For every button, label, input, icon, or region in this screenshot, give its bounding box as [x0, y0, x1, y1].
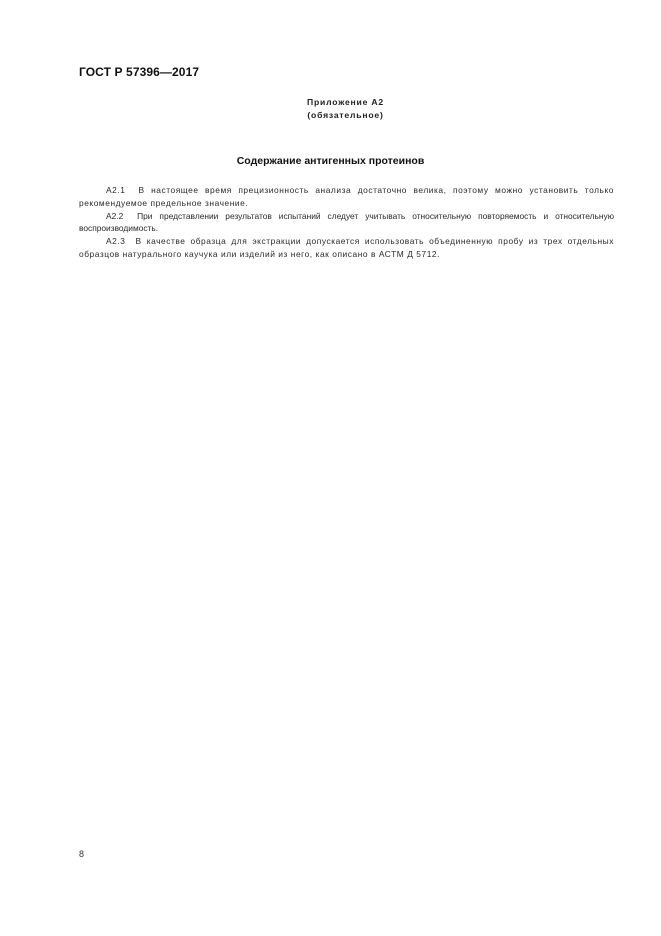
appendix-heading: [0, 96, 661, 122]
page-number: 8: [79, 849, 85, 859]
appendix-status: (обязательное): [307, 110, 384, 120]
paragraph-text: В качестве образца для экстракции допускается использовать объединенную пробу из трех отдельных образцов натурального каучука или изделий из него, как описано в АСТМ Д 5712.: [79, 236, 614, 259]
paragraph-a2-2: [79, 210, 614, 236]
body-text: [79, 184, 614, 261]
paragraph-number: А2.1: [106, 185, 126, 195]
appendix-label: Приложение А2: [307, 97, 384, 107]
section-title: Содержание антигенных протеинов: [236, 155, 425, 167]
paragraph-number: А2.3: [106, 236, 126, 247]
paragraph-a2-1: [79, 184, 614, 210]
paragraph-text: В настоящее время прецизионность анализа достаточно велика, поэтому можно установить только рекомендуемое предельное значение.: [79, 185, 614, 208]
paragraph-a2-3: [79, 235, 614, 261]
paragraph-text: При представлении результатов испытаний следует учитывать относительную повторяемость и относительную воспроизводимость.: [79, 210, 615, 234]
paragraph-number: А2.2: [106, 210, 124, 221]
document-header: ГОСТ Р 57396—2017: [79, 65, 200, 79]
